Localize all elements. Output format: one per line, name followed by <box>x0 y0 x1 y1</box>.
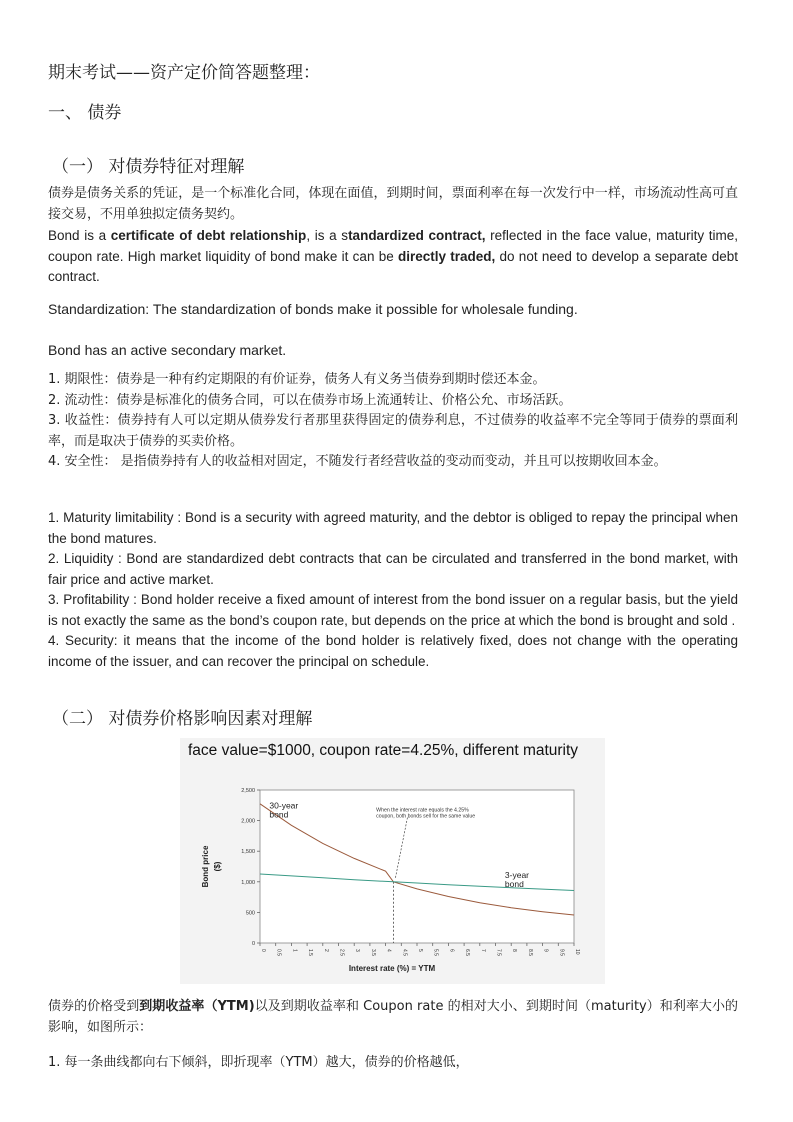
paragraph-cn-definition: 债券是债务关系的凭证，是一个标准化合同，体现在面值，到期时间，票面利率在每一次发行中一样，市场流动性高可直接交易，不用单独拟定债务契约。 <box>48 186 738 222</box>
y-tick-label: 2,500 <box>241 788 255 794</box>
x-tick-label: 1.5 <box>307 949 314 956</box>
x-tick-label: 5 <box>417 949 423 952</box>
y-tick-label: 1,500 <box>241 849 255 856</box>
list-item: 2. Liquidity : Bond are standardized debt contracts that can be circulated and transferred in the bond market, with fair price and active market. <box>48 551 738 587</box>
series-30-year-label-2: bond <box>269 809 289 820</box>
y-tick-label: 2,000 <box>241 818 255 825</box>
list-item: 1. 期限性：债券是一种有约定期限的有价证券，债务人有义务当债券到期时偿还本金。 <box>48 372 546 387</box>
y-tick-label: 1,000 <box>241 879 255 886</box>
series-30-year-label: 30-year <box>269 800 299 811</box>
x-tick-label: 9 <box>542 949 549 952</box>
x-tick-label: 0.5 <box>275 949 282 956</box>
page-title: 期末考试——资产定价简答题整理： <box>48 63 320 83</box>
list-item: 2. 流动性：债券是标准化的债务合同，可以在债券市场上流通转让、价格公允、市场活跃。 <box>48 392 572 408</box>
x-tick-label: 10 <box>574 949 580 955</box>
y-tick-label: 0 <box>251 941 255 947</box>
x-tick-label: 4.5 <box>401 949 408 956</box>
x-tick-label: 1 <box>291 949 298 952</box>
list-item: 1. Maturity limitability : Bond is a security with agreed maturity, and the debtor is obliged to repay the principal when the bond matures. <box>48 510 738 546</box>
x-tick-label: 4 <box>385 949 392 952</box>
list-item: 4. Security: it means that the income of the bond holder is relatively fixed, does not change with the operating income of the issuer, and can recover the principal on schedule. <box>48 633 738 669</box>
x-tick-label: 0 <box>260 949 266 952</box>
list-item: 3. 收益性：债券持有人可以定期从债券发行者那里获得固定的债券利息，不过债券的收益率不完全等同于债券的票面利率，而是取决于债券的买卖价格。 <box>48 413 738 449</box>
paragraph-ytm: 债券的价格受到到期收益率（YTM)以及到期收益率和 Coupon rate 的相对大小、到期时间（maturity）和利率大小的影响，如图所示： <box>48 999 738 1035</box>
paragraph-secondary-market: Bond has an active secondary market. <box>48 342 287 358</box>
list-item: 4. 安全性： 是指债券持有人的收益相对固定，不随发行者经营收益的变动而变动，并且可以按期收回本金。 <box>48 454 667 469</box>
bond-price-chart <box>180 738 605 984</box>
subsection-heading-features: （一） 对债券特征对理解 <box>52 157 245 177</box>
y-tick-label: 500 <box>245 910 255 917</box>
x-tick-label: 9.5 <box>558 949 565 956</box>
annotation-text-line1: When the interest rate equals the 4.25% <box>376 807 469 814</box>
x-tick-label: 6 <box>448 949 455 952</box>
series-3-year-label-2: bond <box>504 878 524 889</box>
list-cn-features <box>48 370 743 473</box>
list-en-features <box>48 508 738 672</box>
x-tick-label: 5.5 <box>432 949 439 956</box>
paragraph-slope: 1. 每一条曲线都向右下倾斜，即折现率（YTM）越大，债券的价格越低， <box>48 1055 469 1070</box>
x-tick-label: 2 <box>322 949 329 952</box>
list-item: 3. Profitability : Bond holder receive a fixed amount of interest from the bond issuer on a regular basis, but the yield is not exactly the same as the bond’s coupon rate, but depends on the price at which the bond is brought and sold . <box>48 592 738 628</box>
x-tick-label: 8 <box>511 949 518 952</box>
x-tick-label: 3.5 <box>369 949 376 956</box>
x-axis-label: Interest rate (%) = YTM <box>348 964 436 973</box>
x-tick-label: 6.5 <box>464 949 471 956</box>
x-tick-label: 2.5 <box>338 949 345 956</box>
paragraph-standardization: Standardization: The standardization of bonds make it possible for wholesale funding. <box>48 301 578 317</box>
x-tick-label: 7 <box>479 949 486 952</box>
y-axis-label: Bond price <box>201 845 210 888</box>
chart-title: face value=$1000, coupon rate=4.25%, different maturity <box>188 742 579 759</box>
subsection-heading-price-factors: （二） 对债券价格影响因素对理解 <box>52 709 313 729</box>
x-tick-label: 3 <box>354 949 361 952</box>
section-heading-bonds: 一、 债券 <box>48 103 122 123</box>
paragraph-en-definition: Bond is a certificate of debt relationship, is a standardized contract, reflected in the face value, maturity time, coupon rate. High market liquidity of bond make it can be directly traded, do not need to develop a separate debt contract. <box>48 228 738 284</box>
annotation-text-line2: coupon, both bonds sell for the same value <box>376 813 476 820</box>
x-tick-label: 8.5 <box>526 949 533 956</box>
y-axis-unit: ($) <box>213 861 222 872</box>
series-3-year-label: 3-year <box>504 869 530 880</box>
x-tick-label: 7.5 <box>495 949 502 956</box>
chart-svg <box>180 738 605 984</box>
